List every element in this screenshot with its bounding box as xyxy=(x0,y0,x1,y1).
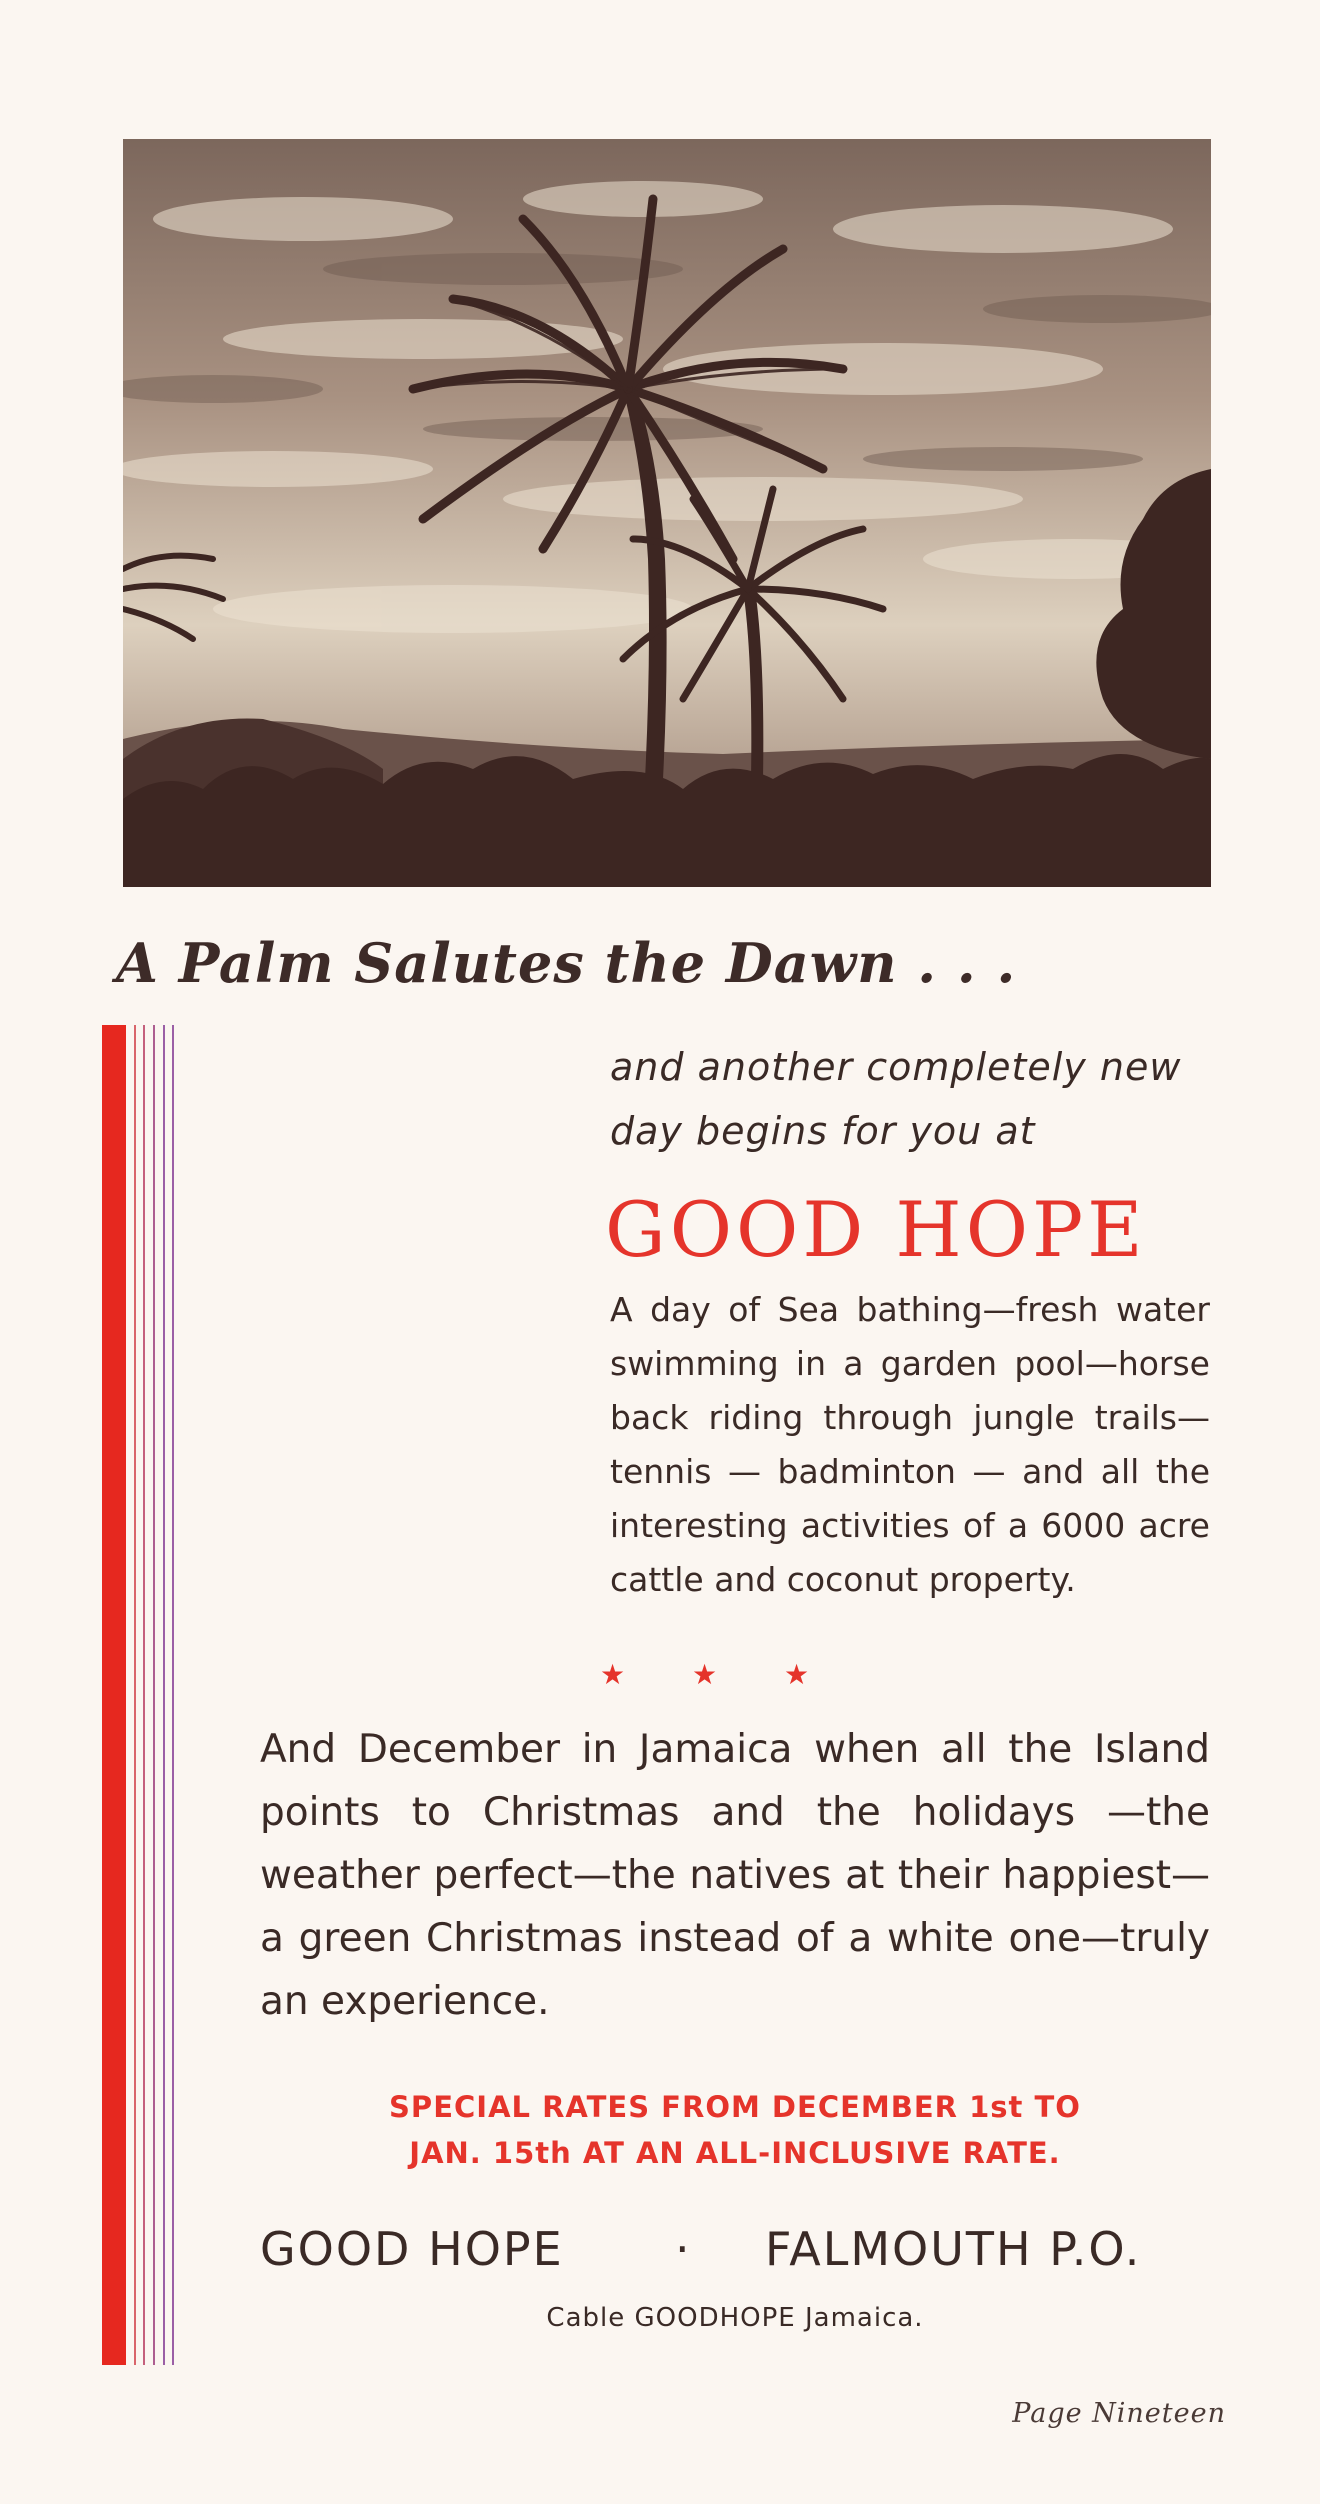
thin-rule-5 xyxy=(172,1025,174,2365)
lead-line-1: and another completely new xyxy=(610,1045,1182,1089)
cable-address: Cable GOODHOPE Jamaica. xyxy=(546,2303,924,2333)
address-name: GOOD HOPE xyxy=(260,2222,564,2276)
activities-paragraph: A day of Sea bathing—fresh water swimming in a garden pool—horse back riding through jungle trails— tennis — badminton — and all the interesting activities of a 6000 acre cattle and coconut property. xyxy=(610,1290,1210,1599)
lead-line-2: day begins for you at xyxy=(610,1109,1036,1153)
address-separator: · xyxy=(675,2222,692,2276)
december-paragraph: And December in Jamaica when all the Island points to Christmas and the holidays —the weather perfect—the natives at their happiest—a green Christmas instead of a white one—truly an experience. xyxy=(260,1727,1210,2024)
star-divider xyxy=(600,1650,810,1700)
thin-rule-1 xyxy=(134,1025,136,2365)
star-icon: ★ xyxy=(784,1658,810,1691)
rates-line-1: SPECIAL RATES FROM DECEMBER 1st TO xyxy=(389,2090,1081,2124)
thin-rule-4 xyxy=(163,1025,165,2365)
thin-rule-3 xyxy=(153,1025,155,2365)
lead-text xyxy=(610,1035,1210,1163)
special-rates-notice xyxy=(260,2084,1210,2176)
thin-rule-2 xyxy=(143,1025,145,2365)
brand-heading: GOOD HOPE xyxy=(605,1185,1147,1274)
page-number: Page Nineteen xyxy=(1012,2398,1226,2429)
photo-caption: A Palm Salutes the Dawn . . . xyxy=(116,931,1017,995)
rates-line-2: JAN. 15th AT AN ALL-INCLUSIVE RATE. xyxy=(409,2136,1061,2170)
address-line xyxy=(260,2214,1210,2284)
star-icon: ★ xyxy=(692,1658,718,1691)
address-location: FALMOUTH P.O. xyxy=(765,2222,1142,2276)
red-vertical-bar xyxy=(102,1025,126,2365)
palm-dawn-photo xyxy=(123,139,1211,887)
star-icon: ★ xyxy=(600,1658,626,1691)
